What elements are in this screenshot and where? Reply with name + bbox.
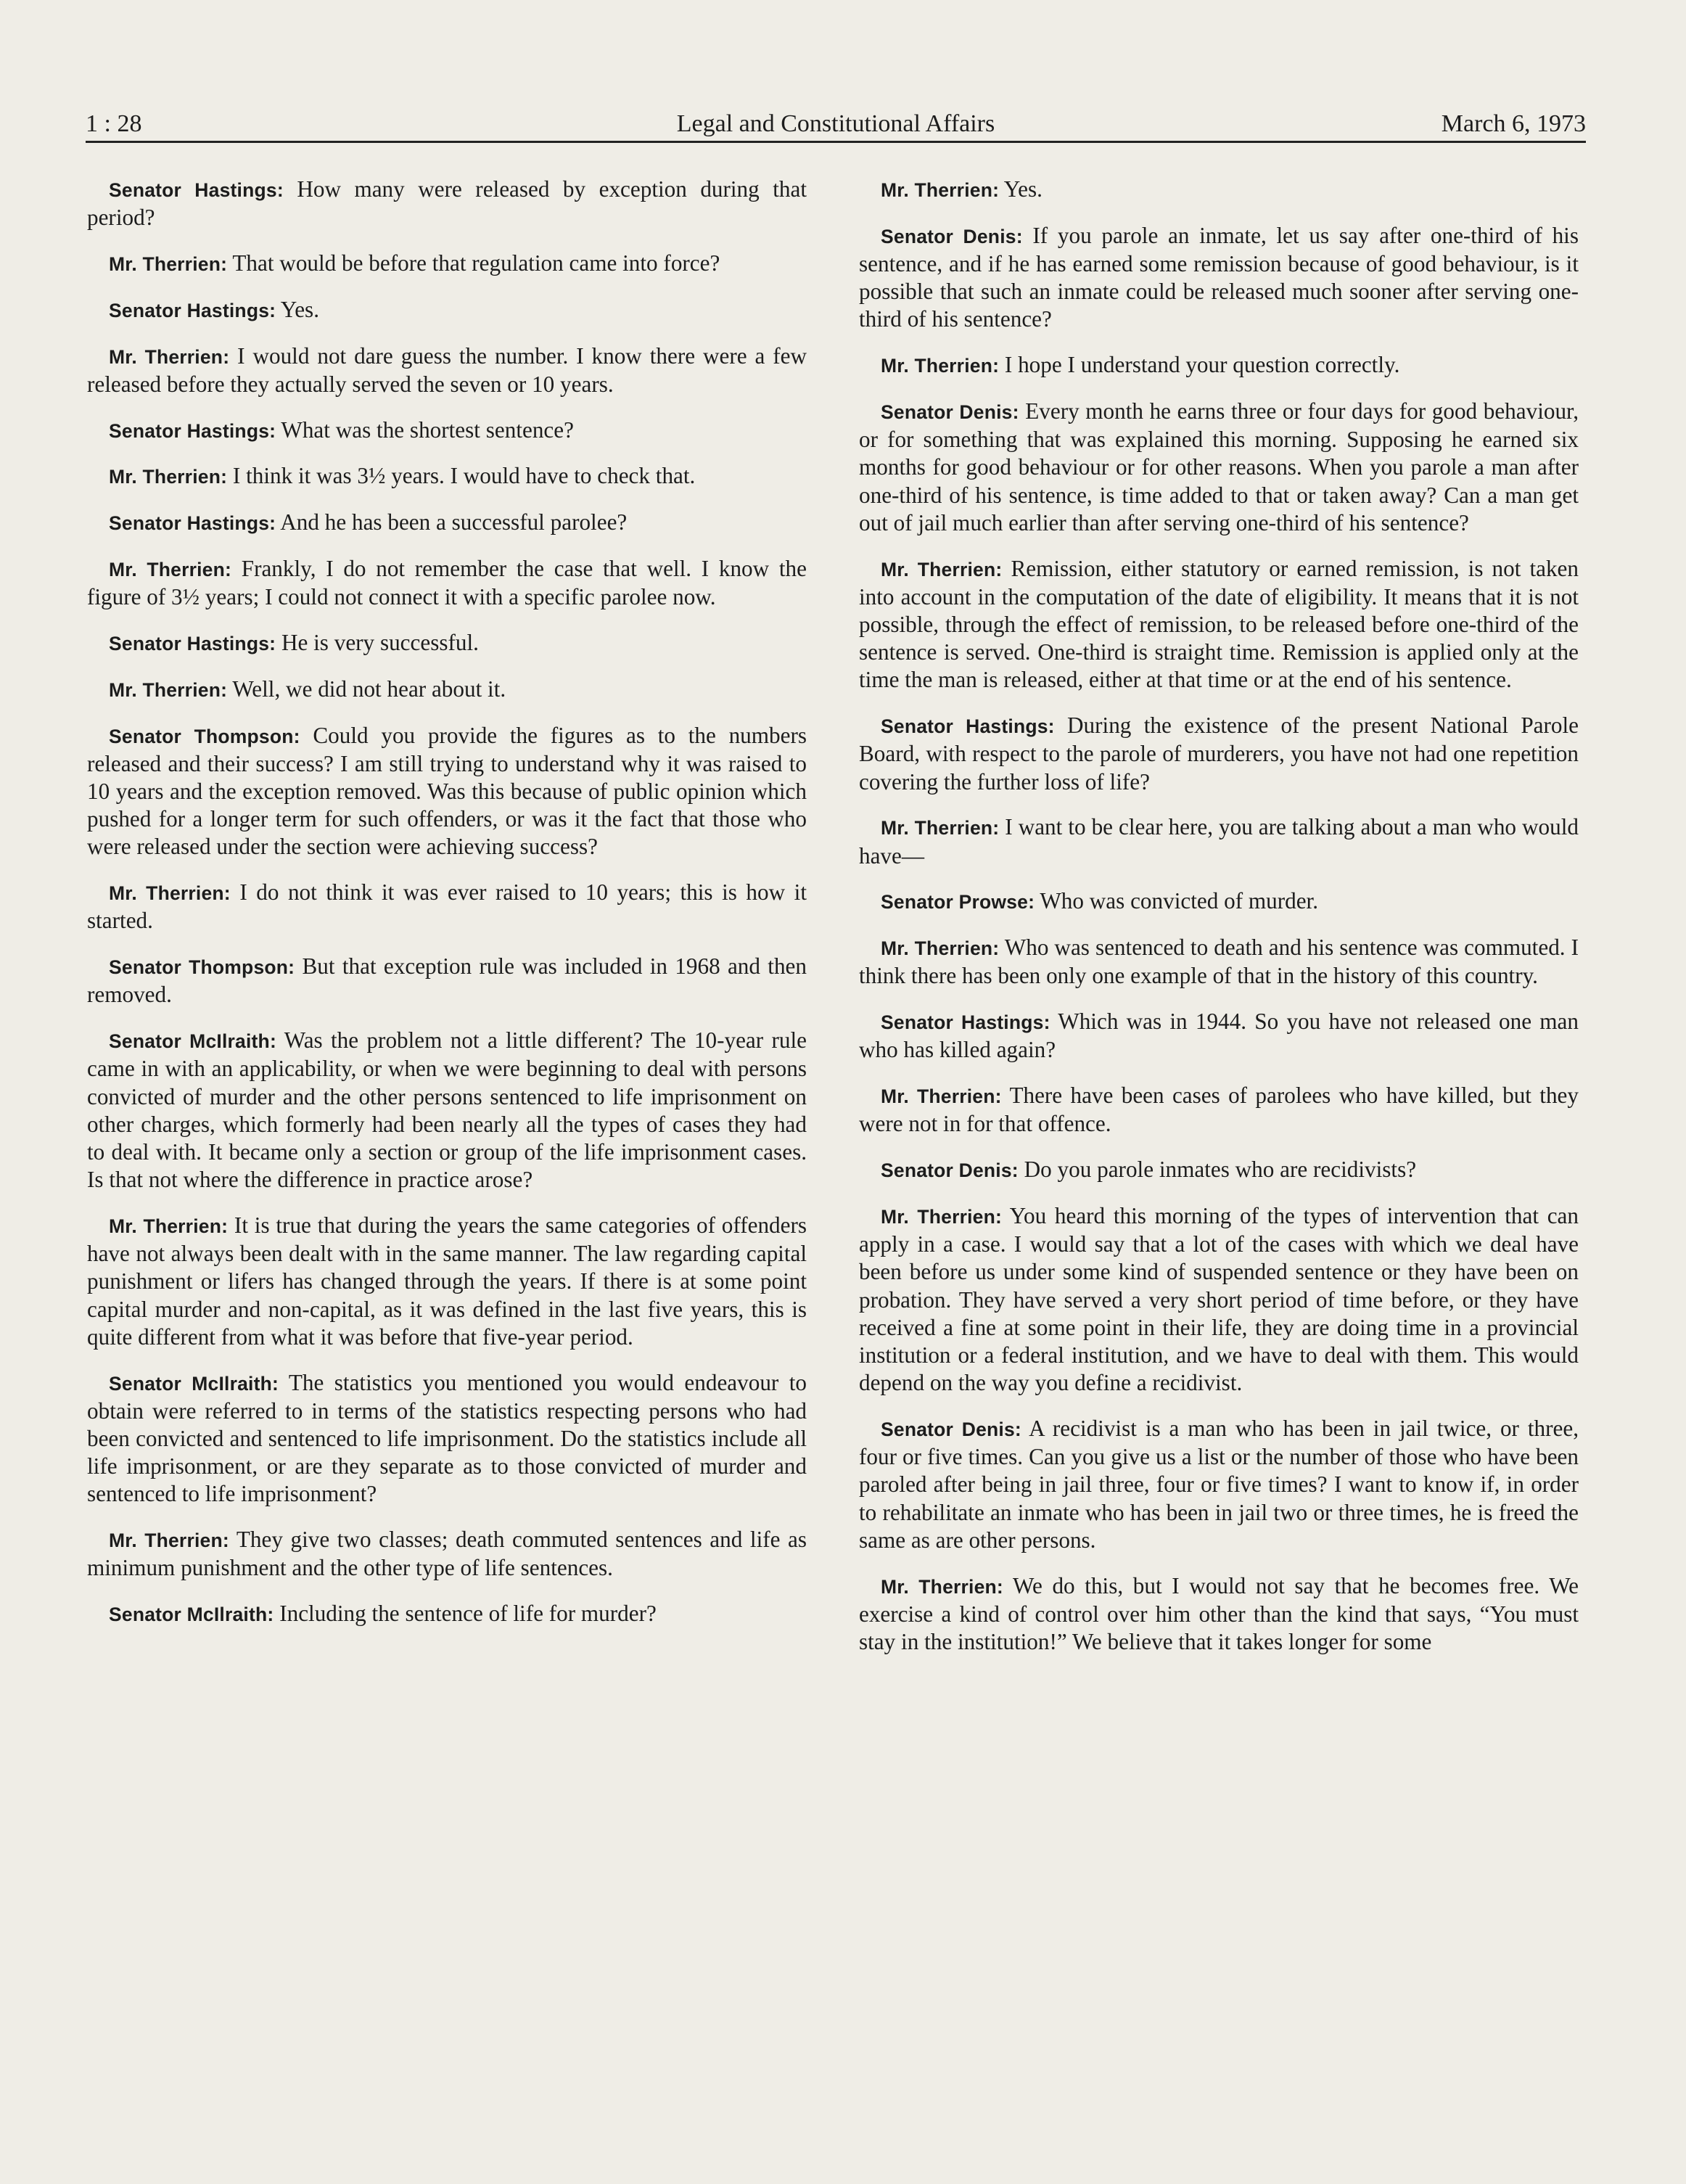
right-column xyxy=(859,176,1579,2033)
paragraph-text: Remission, either statutory or earned remission, is not taken into account in the computation of the date of eligibility. It means that it is not possible, through the effect of remission, to be released before one-third of the sentence is served. One-third is straight time. Remission is applied only at the time the man is released, either at that time or at the end of his sentence. xyxy=(859,555,1579,693)
speaker-name: Senator Thompson: xyxy=(109,725,300,747)
speaker-name: Mr. Therrien: xyxy=(109,253,228,275)
speaker-name: Senator Hastings: xyxy=(109,299,276,321)
paragraph-text: I would not dare guess the number. I know there were a few released before they actually served the seven or 10 years. xyxy=(87,342,807,397)
paragraph-text: There have been cases of parolees who have killed, but they were not in for that offence. xyxy=(859,1083,1579,1137)
speaker-name: Senator Hastings: xyxy=(109,179,284,201)
speaker-name: Mr. Therrien: xyxy=(881,355,1000,377)
paragraph-text: Could you provide the figures as to the numbers released and their success? I am still trying to understand why it was raised to 10 years and the exception removed. Was this because of public opinion which pushed for a longer term for such offenders, or was it the fact that those who were released under the section were achieving success? xyxy=(87,722,807,860)
testimony-paragraph xyxy=(859,1156,1579,1184)
speaker-name: Senator Hastings: xyxy=(881,715,1055,738)
paragraph-text: A recidivist is a man who has been in jail twice, or three, four or five times. Can you give us a list or the number of those who have been paroled after being in jail three, four or five times? I want to know if, in order to rehabilitate an inmate who has been in jail two or three times, he is freed the same as are other persons. xyxy=(859,1416,1579,1553)
testimony-paragraph xyxy=(859,712,1579,796)
paragraph-text: Every month he earns three or four days for good behaviour, or for something that was explained this morning. Supposing he earned six months for good behaviour or for other reasons. When you parole a man after one-third of his sentence, is time added to that or taken away? Can a man get out of jail much earlier than after serving one-third of his sentence? xyxy=(859,398,1579,535)
testimony-paragraph xyxy=(859,222,1579,334)
paragraph-text: The statistics you mentioned you would endeavour to obtain were referred to in terms of the statistics respecting persons who had been convicted and sentenced to life imprisonment. Do the statistics include all life imprisonment, or are they separate as to those convicted of murder and sentenced to life imprisonment? xyxy=(87,1369,807,1507)
paragraph-text: Which was in 1944. So you have not released one man who has killed again? xyxy=(859,1009,1579,1063)
paragraph-text: I do not think it was ever raised to 10 years; this is how it started. xyxy=(87,879,807,934)
paragraph-text: Yes. xyxy=(999,176,1043,202)
speaker-name: Mr. Therrien: xyxy=(109,466,228,488)
testimony-paragraph xyxy=(87,1027,807,1194)
paragraph-text: Including the sentence of life for murder? xyxy=(274,1601,657,1627)
speaker-name: Senator Hastings: xyxy=(109,419,276,442)
paragraph-text: And he has been a successful parolee? xyxy=(276,509,628,535)
testimony-paragraph xyxy=(859,887,1579,916)
testimony-paragraph xyxy=(859,1415,1579,1554)
testimony-paragraph xyxy=(87,953,807,1009)
page-date: March 6, 1973 xyxy=(1441,110,1586,137)
paragraph-text: Well, we did not hear about it. xyxy=(227,676,506,702)
speaker-name: Mr. Therrien: xyxy=(109,882,231,905)
testimony-paragraph xyxy=(87,722,807,861)
testimony-paragraph xyxy=(859,351,1579,379)
speaker-name: Mr. Therrien: xyxy=(109,558,232,580)
testimony-paragraph xyxy=(859,176,1579,204)
speaker-name: Senator Denis: xyxy=(881,1419,1021,1441)
testimony-paragraph xyxy=(87,555,807,611)
testimony-paragraph xyxy=(859,555,1579,694)
testimony-paragraph xyxy=(87,250,807,278)
paragraph-text: I think it was 3½ years. I would have to check that. xyxy=(227,463,696,489)
testimony-paragraph xyxy=(87,462,807,490)
paragraph-text: How many were released by exception during that period? xyxy=(87,176,807,231)
paragraph-text: They give two classes; death commuted sentences and life as minimum punishment and the other type of life sentences. xyxy=(87,1527,807,1581)
speaker-name: Mr. Therrien: xyxy=(881,817,1000,839)
testimony-paragraph xyxy=(859,398,1579,537)
paragraph-text: We do this, but I would not say that he becomes free. We exercise a kind of control over him other than the kind that says, “You must stay in the institution!” We believe that it takes longer for some xyxy=(859,1572,1579,1655)
paragraph-text: Who was convicted of murder. xyxy=(1035,888,1319,914)
speaker-name: Senator Thompson: xyxy=(109,956,295,979)
testimony-paragraph xyxy=(87,296,807,324)
paragraph-text: That would be before that regulation came into force? xyxy=(227,250,720,276)
page-header xyxy=(86,106,1586,143)
speaker-name: Senator McIlraith: xyxy=(109,1030,276,1053)
speaker-name: Mr. Therrien: xyxy=(109,678,228,701)
speaker-name: Mr. Therrien: xyxy=(881,1206,1003,1228)
speaker-name: Mr. Therrien: xyxy=(881,179,1000,201)
testimony-paragraph xyxy=(859,1572,1579,1657)
paragraph-text: Frankly, I do not remember the case that well. I know the figure of 3½ years; I could not connect it with a specific parolee now. xyxy=(87,555,807,610)
paragraph-text: I hope I understand your question correctly. xyxy=(999,352,1400,378)
paragraph-text: Was the problem not a little different? The 10-year rule came in with an applicability, or when we were beginning to deal with persons convicted of murder and the other persons sentenced to life imprisonment on other charges, which formerly had been nearly all the types of cases they had to deal with. It became only a section or group of the life imprisonment cases. Is that not where the difference in practice arose? xyxy=(87,1027,807,1193)
testimony-paragraph xyxy=(87,1600,807,1628)
paragraph-text: He is very successful. xyxy=(276,629,479,655)
speaker-name: Mr. Therrien: xyxy=(109,345,230,368)
paragraph-text: But that exception rule was included in 1968 and then removed. xyxy=(87,953,807,1008)
speaker-name: Senator Denis: xyxy=(881,225,1023,247)
speaker-name: Mr. Therrien: xyxy=(881,558,1003,580)
paragraph-text: What was the shortest sentence? xyxy=(276,416,574,443)
paragraph-text: Yes. xyxy=(276,296,319,322)
publication-title: Legal and Constitutional Affairs xyxy=(676,110,995,137)
speaker-name: Senator Hastings: xyxy=(109,512,276,535)
testimony-paragraph xyxy=(87,416,807,445)
testimony-paragraph xyxy=(859,1082,1579,1138)
speaker-name: Senator Hastings: xyxy=(109,632,276,654)
testimony-paragraph xyxy=(859,934,1579,990)
speaker-name: Mr. Therrien: xyxy=(881,937,1000,960)
testimony-paragraph xyxy=(87,1212,807,1351)
testimony-paragraph xyxy=(87,676,807,704)
speaker-name: Senator Denis: xyxy=(881,1159,1019,1182)
speaker-name: Senator Denis: xyxy=(881,401,1019,423)
paragraph-text: You heard this morning of the types of intervention that can apply in a case. I would say that a lot of the cases with which we deal have been before us under some kind of suspended sentence or they have been on probation. They have served a very short period of time before, or they have received a fine at some point in their life, they are doing time in a provincial institution or a federal institution, and we have to deal with them. This would depend on the way you define a recidivist. xyxy=(859,1203,1579,1396)
testimony-paragraph xyxy=(87,1369,807,1508)
speaker-name: Mr. Therrien: xyxy=(109,1215,229,1237)
speaker-name: Senator Prowse: xyxy=(881,891,1035,914)
paragraph-text: Do you parole inmates who are recidivists? xyxy=(1018,1157,1417,1183)
testimony-paragraph xyxy=(87,342,807,398)
speaker-name: Mr. Therrien: xyxy=(881,1575,1003,1598)
testimony-paragraph xyxy=(859,1202,1579,1397)
testimony-paragraph xyxy=(87,509,807,537)
paragraph-text: I want to be clear here, you are talking about a man who would have— xyxy=(859,814,1579,869)
testimony-paragraph xyxy=(859,813,1579,869)
speaker-name: Senator Hastings: xyxy=(881,1011,1050,1034)
left-column xyxy=(87,176,807,2033)
testimony-paragraph xyxy=(87,629,807,657)
speaker-name: Mr. Therrien: xyxy=(109,1530,229,1552)
testimony-paragraph xyxy=(87,176,807,231)
testimony-paragraph xyxy=(87,1526,807,1582)
page-number: 1 : 28 xyxy=(86,110,142,137)
paragraph-text: Who was sentenced to death and his sentence was commuted. I think there has been only one example of that in the history of this country. xyxy=(859,935,1579,989)
speaker-name: Senator McIlraith: xyxy=(109,1372,279,1395)
speaker-name: Mr. Therrien: xyxy=(881,1085,1002,1108)
speaker-name: Senator McIlraith: xyxy=(109,1604,274,1626)
paragraph-text: If you parole an inmate, let us say after one-third of his sentence, and if he has earned some remission because of good behaviour, is it possible that such an inmate could be released much sooner after serving one-third of his sentence? xyxy=(859,222,1579,332)
testimony-paragraph xyxy=(87,879,807,935)
testimony-paragraph xyxy=(859,1008,1579,1064)
paragraph-text: It is true that during the years the same categories of offenders have not always been dealt with in the same manner. The law regarding capital punishment or lifers has changed through the years. If there is at some point capital murder and non-capital, as it was defined in the last five years, this is quite different from what it was before that five-year period. xyxy=(87,1212,807,1350)
paragraph-text: During the existence of the present National Parole Board, with respect to the parole of murderers, you have not had one repetition covering the further loss of life? xyxy=(859,713,1579,795)
